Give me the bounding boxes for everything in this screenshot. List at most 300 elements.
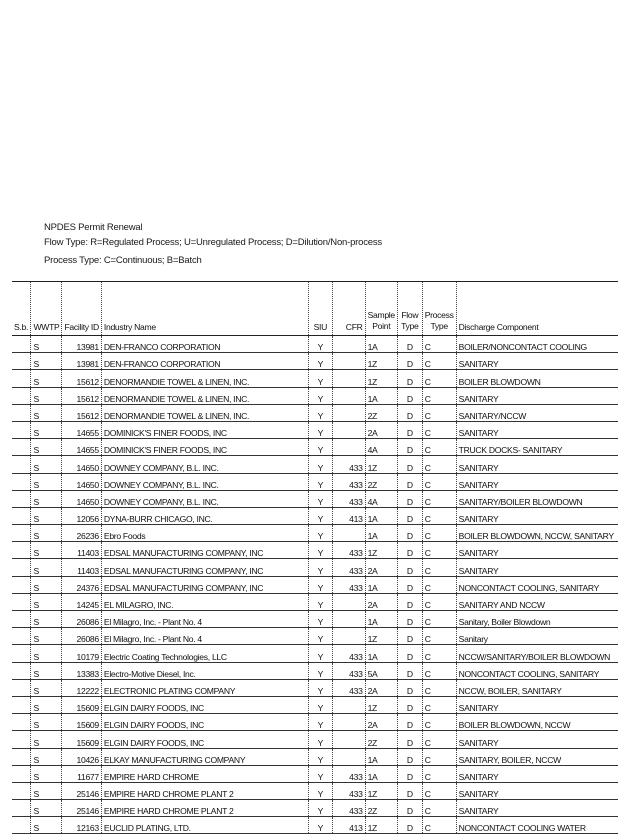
- col-process-type: Process Type: [422, 282, 456, 336]
- table-row: [12, 370, 618, 387]
- cell-industry-name: Ebro Foods: [101, 525, 308, 542]
- cell-facility-id: 11677: [62, 765, 101, 782]
- table-row: [12, 490, 618, 507]
- cell-siu: Y: [309, 714, 333, 731]
- cell-process-type: C: [422, 645, 456, 662]
- cell-wwtp: S: [31, 679, 62, 696]
- cell-discharge-component: SANITARY: [456, 696, 618, 713]
- cell-process-type: C: [422, 817, 456, 834]
- cell-discharge-component: SANITARY: [456, 456, 618, 473]
- cell-siu: Y: [309, 525, 333, 542]
- cell-flow-type: D: [397, 765, 422, 782]
- cell-industry-name: EMPIRE HARD CHROME PLANT 2: [101, 782, 308, 799]
- cell-industry-name: DOWNEY COMPANY, B.L. INC.: [101, 456, 308, 473]
- table-row: [12, 782, 618, 799]
- process-type-legend: Process Type: C=Continuous; B=Batch: [44, 255, 202, 266]
- cell-facility-id: 11403: [62, 559, 101, 576]
- cell-siu: Y: [309, 336, 333, 353]
- table-row: [12, 404, 618, 421]
- cell-flow-type: D: [397, 559, 422, 576]
- cell-flow-type: D: [397, 421, 422, 438]
- cell-wwtp: S: [31, 731, 62, 748]
- cell-flow-type: D: [397, 542, 422, 559]
- cell-industry-name: DOMINICK'S FINER FOODS, INC: [101, 421, 308, 438]
- cell-process-type: C: [422, 542, 456, 559]
- table-row: [12, 662, 618, 679]
- cell-process-type: C: [422, 714, 456, 731]
- cell-siu: Y: [309, 782, 333, 799]
- permit-table: [12, 281, 618, 834]
- cell-discharge-component: TRUCK DOCKS- SANITARY: [456, 439, 618, 456]
- cell-industry-name: EUCLID PLATING, LTD.: [101, 817, 308, 834]
- cell-siu: Y: [309, 696, 333, 713]
- cell-siu: Y: [309, 353, 333, 370]
- cell-facility-id: 11403: [62, 542, 101, 559]
- cell-facility-id: 25146: [62, 800, 101, 817]
- cell-discharge-component: SANITARY: [456, 473, 618, 490]
- cell-wwtp: S: [31, 593, 62, 610]
- cell-wwtp: S: [31, 336, 62, 353]
- cell-cfr: 433: [332, 679, 365, 696]
- cell-flow-type: D: [397, 628, 422, 645]
- cell-cfr: [332, 696, 365, 713]
- cell-facility-id: 14650: [62, 473, 101, 490]
- cell-discharge-component: SANITARY: [456, 559, 618, 576]
- cell-industry-name: DEN-FRANCO CORPORATION: [101, 336, 308, 353]
- cell-process-type: C: [422, 782, 456, 799]
- cell-siu: Y: [309, 611, 333, 628]
- cell-industry-name: DENORMANDIE TOWEL & LINEN, INC.: [101, 387, 308, 404]
- table-header-row: [12, 282, 618, 336]
- cell-sb: [12, 645, 31, 662]
- cell-flow-type: D: [397, 336, 422, 353]
- cell-facility-id: 10179: [62, 645, 101, 662]
- cell-siu: Y: [309, 370, 333, 387]
- cell-wwtp: S: [31, 611, 62, 628]
- cell-process-type: C: [422, 490, 456, 507]
- cell-process-type: C: [422, 559, 456, 576]
- cell-sample-point: 1A: [365, 507, 397, 524]
- cell-discharge-component: SANITARY: [456, 800, 618, 817]
- cell-discharge-component: NCCW, BOILER, SANITARY: [456, 679, 618, 696]
- cell-flow-type: D: [397, 679, 422, 696]
- cell-wwtp: S: [31, 507, 62, 524]
- cell-sample-point: 1A: [365, 336, 397, 353]
- cell-sample-point: 2Z: [365, 473, 397, 490]
- cell-cfr: 433: [332, 662, 365, 679]
- cell-sample-point: 2A: [365, 679, 397, 696]
- cell-process-type: C: [422, 456, 456, 473]
- cell-industry-name: ELGIN DAIRY FOODS, INC: [101, 696, 308, 713]
- cell-wwtp: S: [31, 353, 62, 370]
- cell-facility-id: 12163: [62, 817, 101, 834]
- table-row: [12, 456, 618, 473]
- cell-wwtp: S: [31, 387, 62, 404]
- cell-siu: Y: [309, 731, 333, 748]
- table-row: [12, 353, 618, 370]
- report-title: NPDES Permit Renewal: [44, 222, 143, 233]
- cell-siu: Y: [309, 439, 333, 456]
- col-siu: SIU: [309, 282, 333, 336]
- cell-siu: Y: [309, 576, 333, 593]
- table-row: [12, 800, 618, 817]
- table-row: [12, 817, 618, 834]
- cell-siu: Y: [309, 387, 333, 404]
- cell-process-type: C: [422, 353, 456, 370]
- cell-wwtp: S: [31, 439, 62, 456]
- cell-sample-point: 1Z: [365, 628, 397, 645]
- cell-industry-name: ELKAY MANUFACTURING COMPANY: [101, 748, 308, 765]
- cell-flow-type: D: [397, 714, 422, 731]
- cell-facility-id: 14650: [62, 490, 101, 507]
- cell-sb: [12, 559, 31, 576]
- cell-cfr: 413: [332, 817, 365, 834]
- cell-flow-type: D: [397, 800, 422, 817]
- cell-facility-id: 10426: [62, 748, 101, 765]
- cell-facility-id: 26086: [62, 611, 101, 628]
- cell-flow-type: D: [397, 387, 422, 404]
- cell-sample-point: 2Z: [365, 404, 397, 421]
- cell-industry-name: EDSAL MANUFACTURING COMPANY, INC: [101, 576, 308, 593]
- cell-sample-point: 4A: [365, 439, 397, 456]
- cell-cfr: [332, 421, 365, 438]
- cell-discharge-component: SANITARY: [456, 731, 618, 748]
- cell-wwtp: S: [31, 576, 62, 593]
- cell-sb: [12, 525, 31, 542]
- cell-discharge-component: NONCONTACT COOLING, SANITARY: [456, 662, 618, 679]
- cell-sample-point: 5A: [365, 662, 397, 679]
- cell-sb: [12, 353, 31, 370]
- table-row: [12, 439, 618, 456]
- cell-sample-point: 1A: [365, 387, 397, 404]
- col-cfr: CFR: [332, 282, 365, 336]
- cell-sb: [12, 473, 31, 490]
- cell-sb: [12, 748, 31, 765]
- cell-industry-name: El Milagro, Inc. - Plant No. 4: [101, 628, 308, 645]
- cell-siu: Y: [309, 542, 333, 559]
- cell-industry-name: EDSAL MANUFACTURING COMPANY, INC: [101, 559, 308, 576]
- cell-flow-type: D: [397, 662, 422, 679]
- cell-flow-type: D: [397, 731, 422, 748]
- cell-facility-id: 13981: [62, 336, 101, 353]
- cell-siu: Y: [309, 559, 333, 576]
- cell-discharge-component: SANITARY: [456, 782, 618, 799]
- cell-facility-id: 14655: [62, 439, 101, 456]
- cell-wwtp: S: [31, 800, 62, 817]
- cell-industry-name: DENORMANDIE TOWEL & LINEN, INC.: [101, 404, 308, 421]
- cell-sample-point: 1Z: [365, 542, 397, 559]
- cell-sb: [12, 611, 31, 628]
- cell-process-type: C: [422, 576, 456, 593]
- col-discharge-component: Discharge Component: [456, 282, 618, 336]
- cell-sb: [12, 490, 31, 507]
- cell-facility-id: 15609: [62, 714, 101, 731]
- cell-wwtp: S: [31, 765, 62, 782]
- cell-discharge-component: NONCONTACT COOLING, SANITARY: [456, 576, 618, 593]
- cell-wwtp: S: [31, 748, 62, 765]
- cell-industry-name: EDSAL MANUFACTURING COMPANY, INC: [101, 542, 308, 559]
- cell-facility-id: 24376: [62, 576, 101, 593]
- cell-facility-id: 15609: [62, 696, 101, 713]
- cell-sample-point: 1A: [365, 765, 397, 782]
- cell-cfr: 433: [332, 559, 365, 576]
- cell-cfr: [332, 387, 365, 404]
- cell-flow-type: D: [397, 507, 422, 524]
- cell-sample-point: 2Z: [365, 800, 397, 817]
- cell-sb: [12, 800, 31, 817]
- cell-siu: Y: [309, 679, 333, 696]
- cell-wwtp: S: [31, 714, 62, 731]
- cell-cfr: 433: [332, 456, 365, 473]
- cell-discharge-component: BOILER BLOWDOWN, NCCW: [456, 714, 618, 731]
- cell-siu: Y: [309, 645, 333, 662]
- cell-process-type: C: [422, 525, 456, 542]
- cell-sb: [12, 696, 31, 713]
- cell-industry-name: ELGIN DAIRY FOODS, INC: [101, 714, 308, 731]
- cell-siu: Y: [309, 473, 333, 490]
- cell-industry-name: DOMINICK'S FINER FOODS, INC: [101, 439, 308, 456]
- cell-sb: [12, 404, 31, 421]
- cell-discharge-component: NCCW/SANITARY/BOILER BLOWDOWN: [456, 645, 618, 662]
- cell-facility-id: 26086: [62, 628, 101, 645]
- table-row: [12, 714, 618, 731]
- cell-discharge-component: SANITARY: [456, 765, 618, 782]
- cell-sample-point: 1A: [365, 611, 397, 628]
- cell-industry-name: ELECTRONIC PLATING COMPANY: [101, 679, 308, 696]
- cell-facility-id: 15609: [62, 731, 101, 748]
- cell-process-type: C: [422, 387, 456, 404]
- table-row: [12, 611, 618, 628]
- cell-industry-name: El Milagro, Inc. - Plant No. 4: [101, 611, 308, 628]
- cell-sample-point: 1Z: [365, 456, 397, 473]
- cell-process-type: C: [422, 421, 456, 438]
- cell-cfr: [332, 336, 365, 353]
- table-row: [12, 559, 618, 576]
- cell-industry-name: EL MILAGRO, INC.: [101, 593, 308, 610]
- cell-industry-name: DOWNEY COMPANY, B.L. INC.: [101, 473, 308, 490]
- cell-cfr: 433: [332, 782, 365, 799]
- cell-industry-name: Electro-Motive Diesel, Inc.: [101, 662, 308, 679]
- cell-cfr: [332, 404, 365, 421]
- cell-facility-id: 14655: [62, 421, 101, 438]
- cell-flow-type: D: [397, 748, 422, 765]
- cell-facility-id: 14245: [62, 593, 101, 610]
- cell-wwtp: S: [31, 645, 62, 662]
- cell-industry-name: DENORMANDIE TOWEL & LINEN, INC.: [101, 370, 308, 387]
- table-row: [12, 525, 618, 542]
- cell-sample-point: 1Z: [365, 696, 397, 713]
- cell-sample-point: 1Z: [365, 817, 397, 834]
- cell-facility-id: 15612: [62, 387, 101, 404]
- cell-siu: Y: [309, 507, 333, 524]
- table-row: [12, 748, 618, 765]
- cell-siu: Y: [309, 628, 333, 645]
- cell-facility-id: 14650: [62, 456, 101, 473]
- cell-facility-id: 13383: [62, 662, 101, 679]
- cell-siu: Y: [309, 817, 333, 834]
- table-row: [12, 731, 618, 748]
- cell-sample-point: 1A: [365, 645, 397, 662]
- cell-process-type: C: [422, 473, 456, 490]
- cell-cfr: [332, 628, 365, 645]
- cell-process-type: C: [422, 507, 456, 524]
- cell-sb: [12, 662, 31, 679]
- cell-process-type: C: [422, 696, 456, 713]
- table-row: [12, 696, 618, 713]
- cell-sb: [12, 542, 31, 559]
- cell-process-type: C: [422, 439, 456, 456]
- cell-industry-name: Electric Coating Technologies, LLC: [101, 645, 308, 662]
- cell-discharge-component: Sanitary, Boiler Blowdown: [456, 611, 618, 628]
- cell-discharge-component: SANITARY: [456, 353, 618, 370]
- cell-cfr: [332, 370, 365, 387]
- cell-sb: [12, 714, 31, 731]
- cell-siu: Y: [309, 800, 333, 817]
- cell-wwtp: S: [31, 559, 62, 576]
- cell-sb: [12, 628, 31, 645]
- cell-process-type: C: [422, 593, 456, 610]
- cell-industry-name: ELGIN DAIRY FOODS, INC: [101, 731, 308, 748]
- table-row: [12, 542, 618, 559]
- cell-process-type: C: [422, 370, 456, 387]
- cell-cfr: 433: [332, 800, 365, 817]
- cell-discharge-component: SANITARY: [456, 387, 618, 404]
- cell-process-type: C: [422, 800, 456, 817]
- table-row: [12, 679, 618, 696]
- cell-sample-point: 1Z: [365, 782, 397, 799]
- col-wwtp: WWTP: [31, 282, 62, 336]
- cell-sample-point: 2A: [365, 559, 397, 576]
- cell-sb: [12, 336, 31, 353]
- cell-sb: [12, 421, 31, 438]
- table-row: [12, 336, 618, 353]
- cell-wwtp: S: [31, 404, 62, 421]
- cell-flow-type: D: [397, 611, 422, 628]
- cell-siu: Y: [309, 404, 333, 421]
- cell-sample-point: 1Z: [365, 370, 397, 387]
- cell-wwtp: S: [31, 662, 62, 679]
- cell-cfr: 433: [332, 473, 365, 490]
- cell-discharge-component: Sanitary: [456, 628, 618, 645]
- cell-process-type: C: [422, 748, 456, 765]
- cell-cfr: [332, 525, 365, 542]
- cell-discharge-component: SANITARY, BOILER, NCCW: [456, 748, 618, 765]
- cell-industry-name: EMPIRE HARD CHROME PLANT 2: [101, 800, 308, 817]
- cell-discharge-component: SANITARY: [456, 421, 618, 438]
- cell-sb: [12, 765, 31, 782]
- table-row: [12, 421, 618, 438]
- cell-wwtp: S: [31, 421, 62, 438]
- cell-flow-type: D: [397, 525, 422, 542]
- cell-siu: Y: [309, 748, 333, 765]
- cell-sb: [12, 593, 31, 610]
- table-row: [12, 473, 618, 490]
- cell-process-type: C: [422, 611, 456, 628]
- cell-flow-type: D: [397, 782, 422, 799]
- cell-flow-type: D: [397, 490, 422, 507]
- cell-sb: [12, 370, 31, 387]
- cell-facility-id: 12056: [62, 507, 101, 524]
- cell-cfr: [332, 748, 365, 765]
- cell-discharge-component: BOILER BLOWDOWN, NCCW, SANITARY: [456, 525, 618, 542]
- cell-siu: Y: [309, 765, 333, 782]
- cell-wwtp: S: [31, 490, 62, 507]
- cell-flow-type: D: [397, 593, 422, 610]
- cell-cfr: 433: [332, 576, 365, 593]
- cell-cfr: [332, 353, 365, 370]
- table-body: [12, 336, 618, 834]
- flow-type-legend: Flow Type: R=Regulated Process; U=Unregulated Process; D=Dilution/Non-process: [44, 237, 382, 248]
- cell-discharge-component: SANITARY: [456, 507, 618, 524]
- cell-cfr: 433: [332, 542, 365, 559]
- cell-wwtp: S: [31, 370, 62, 387]
- cell-discharge-component: SANITARY/BOILER BLOWDOWN: [456, 490, 618, 507]
- cell-sample-point: 1A: [365, 525, 397, 542]
- cell-flow-type: D: [397, 439, 422, 456]
- cell-industry-name: EMPIRE HARD CHROME: [101, 765, 308, 782]
- cell-process-type: C: [422, 731, 456, 748]
- col-facility-id: Facility ID: [62, 282, 101, 336]
- cell-cfr: [332, 439, 365, 456]
- cell-siu: Y: [309, 662, 333, 679]
- cell-sb: [12, 387, 31, 404]
- cell-discharge-component: BOILER BLOWDOWN: [456, 370, 618, 387]
- cell-discharge-component: SANITARY/NCCW: [456, 404, 618, 421]
- cell-siu: Y: [309, 456, 333, 473]
- cell-wwtp: S: [31, 473, 62, 490]
- cell-discharge-component: NONCONTACT COOLING WATER: [456, 817, 618, 834]
- cell-sb: [12, 731, 31, 748]
- cell-sample-point: 2A: [365, 593, 397, 610]
- cell-sb: [12, 439, 31, 456]
- cell-process-type: C: [422, 628, 456, 645]
- table-row: [12, 576, 618, 593]
- cell-wwtp: S: [31, 817, 62, 834]
- cell-discharge-component: SANITARY: [456, 542, 618, 559]
- cell-flow-type: D: [397, 353, 422, 370]
- cell-cfr: 433: [332, 765, 365, 782]
- table-row: [12, 765, 618, 782]
- cell-flow-type: D: [397, 576, 422, 593]
- cell-discharge-component: BOILER/NONCONTACT COOLING: [456, 336, 618, 353]
- cell-flow-type: D: [397, 456, 422, 473]
- col-flow-type: Flow Type: [397, 282, 422, 336]
- cell-industry-name: DOWNEY COMPANY, B.L. INC.: [101, 490, 308, 507]
- col-sb: S.b.: [12, 282, 31, 336]
- cell-facility-id: 25146: [62, 782, 101, 799]
- cell-sample-point: 2A: [365, 421, 397, 438]
- cell-discharge-component: SANITARY AND NCCW: [456, 593, 618, 610]
- cell-siu: Y: [309, 490, 333, 507]
- cell-cfr: [332, 593, 365, 610]
- cell-cfr: 413: [332, 507, 365, 524]
- cell-facility-id: 12222: [62, 679, 101, 696]
- cell-industry-name: DYNA-BURR CHICAGO, INC.: [101, 507, 308, 524]
- cell-facility-id: 13981: [62, 353, 101, 370]
- cell-sample-point: 2Z: [365, 731, 397, 748]
- table-row: [12, 387, 618, 404]
- cell-sb: [12, 507, 31, 524]
- cell-sb: [12, 679, 31, 696]
- table-row: [12, 645, 618, 662]
- cell-process-type: C: [422, 336, 456, 353]
- cell-cfr: [332, 611, 365, 628]
- cell-facility-id: 15612: [62, 404, 101, 421]
- cell-process-type: C: [422, 404, 456, 421]
- cell-sample-point: 4A: [365, 490, 397, 507]
- cell-cfr: 433: [332, 645, 365, 662]
- cell-flow-type: D: [397, 404, 422, 421]
